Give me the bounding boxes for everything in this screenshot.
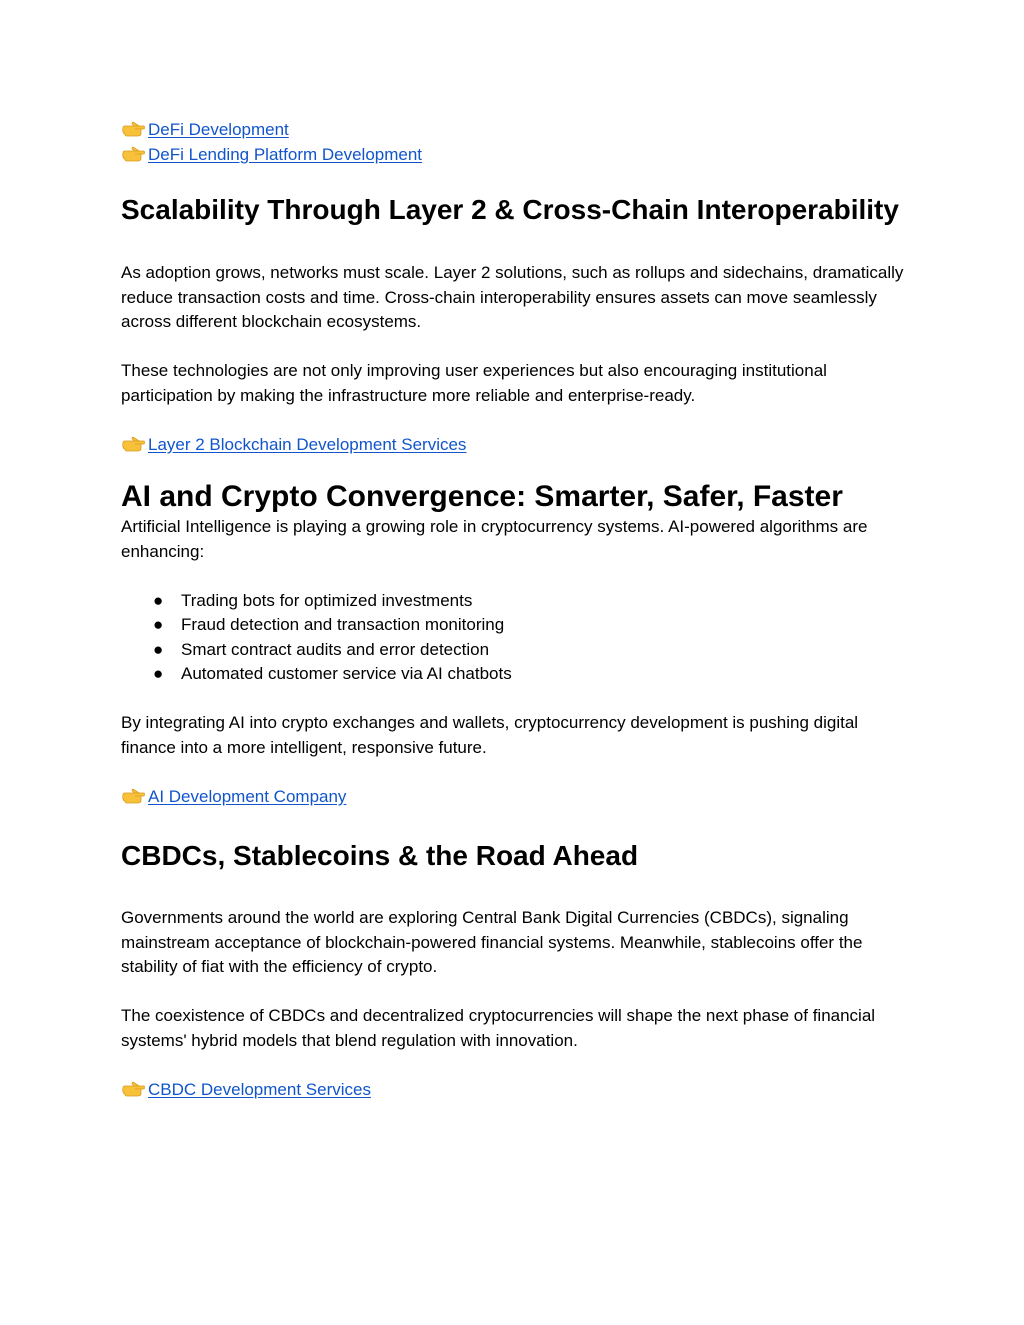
link-item-ai-development bbox=[121, 785, 911, 810]
link-item-defi-development bbox=[121, 118, 911, 143]
section-heading-scalability: Scalability Through Layer 2 & Cross-Chain Interoperability bbox=[121, 194, 899, 225]
document-page bbox=[121, 118, 911, 1102]
list-item-text: Trading bots for optimized investments bbox=[181, 590, 473, 610]
defi-development-link[interactable]: DeFi Development bbox=[148, 120, 289, 139]
link-item-defi-lending bbox=[121, 143, 911, 168]
pointing-right-hand-icon bbox=[121, 121, 145, 138]
paragraph-ai-intro: Artificial Intelligence is playing a growing role in cryptocurrency systems. AI-powered algorithms are enhancing: bbox=[121, 517, 868, 561]
bullet-dot-icon: ● bbox=[153, 615, 164, 634]
pointing-right-hand-icon bbox=[121, 146, 145, 163]
paragraph-cbdcs-2: The coexistence of CBDCs and decentralized cryptocurrencies will shape the next phase of financial systems' hybrid models that blend regulation with innovation. bbox=[121, 1006, 876, 1050]
ai-development-company-link[interactable]: AI Development Company bbox=[148, 786, 347, 806]
list-item-text: Fraud detection and transaction monitoring bbox=[181, 615, 505, 634]
bullet-dot-icon: ● bbox=[153, 664, 164, 683]
pointing-right-hand-icon bbox=[121, 436, 145, 453]
pointing-right-hand-icon bbox=[121, 788, 145, 805]
paragraph-cbdcs-1: Governments around the world are exploring Central Bank Digital Currencies (CBDCs), signaling mainstream acceptance of blockchain-powered financial systems. Meanwhile, stablecoins offer the stability of fiat with the efficiency of crypto. bbox=[121, 908, 863, 976]
ai-feature-list bbox=[121, 589, 911, 687]
cbdc-development-link[interactable]: CBDC Development Services bbox=[148, 1079, 371, 1099]
paragraph-scalability-2: These technologies are not only improving user experiences but also encouraging institutional participation by making the infrastructure more reliable and enterprise-ready. bbox=[121, 361, 827, 405]
paragraph-ai-integration: By integrating AI into crypto exchanges and wallets, cryptocurrency development is pushing digital finance into a more intelligent, responsive future. bbox=[121, 713, 859, 757]
list-item bbox=[121, 638, 911, 663]
bullet-dot-icon: ● bbox=[153, 639, 164, 659]
list-item-text: Smart contract audits and error detection bbox=[181, 639, 490, 659]
link-item-cbdc bbox=[121, 1078, 911, 1103]
list-item bbox=[121, 589, 911, 614]
list-item-text: Automated customer service via AI chatbots bbox=[181, 664, 512, 683]
section-heading-ai-crypto: AI and Crypto Convergence: Smarter, Safer, Faster bbox=[121, 480, 843, 513]
pointing-right-hand-icon bbox=[121, 1081, 145, 1098]
defi-lending-platform-link[interactable]: DeFi Lending Platform Development bbox=[148, 144, 423, 164]
list-item bbox=[121, 613, 911, 638]
bullet-dot-icon: ● bbox=[153, 590, 164, 610]
link-item-layer2 bbox=[121, 433, 911, 458]
section-heading-cbdcs: CBDCs, Stablecoins & the Road Ahead bbox=[121, 840, 639, 871]
paragraph-scalability-1: As adoption grows, networks must scale. Layer 2 solutions, such as rollups and sidechains, dramatically reduce transaction costs and time. Cross-chain interoperability ensures assets can move seamlessly across different blockchain ecosystems. bbox=[121, 263, 904, 331]
layer2-blockchain-link[interactable]: Layer 2 Blockchain Development Services bbox=[148, 434, 467, 454]
list-item bbox=[121, 662, 911, 687]
